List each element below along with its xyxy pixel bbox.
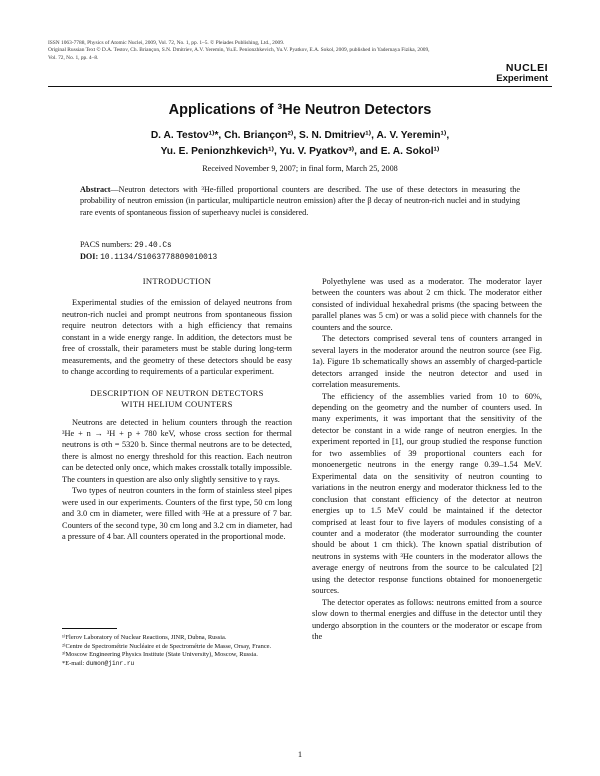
doi-value: 10.1134/S1063778809010013 (100, 254, 218, 262)
footnotes (62, 634, 292, 668)
journal-name: NUCLEI (505, 62, 548, 74)
doi-label: DOI: (80, 252, 99, 261)
footnote-rule (62, 628, 117, 629)
author-line: Yu. E. Penionzhkevich¹⁾, Yu. V. Pyatkov³⁾, and E. A. Sokol¹⁾ (160, 146, 440, 157)
footnote: ³⁾Moscow Engineering Physics Institute (State University), Moscow, Russia. (62, 651, 258, 659)
paragraph: Polyethylene was used as a moderator. The moderator layer between the counters was about 2 cm thick. The moderator either consisted of individual hexahedral prisms (the spacing between the parallel planes was 5 cm) or was a solid piece with channels for the counters and the source. (312, 277, 542, 332)
footnote: ¹⁾Flerov Laboratory of Nuclear Reactions, JINR, Dubna, Russia. (62, 634, 227, 641)
heading-line: DESCRIPTION OF NEUTRON DETECTORS (90, 387, 264, 398)
author-list (48, 128, 552, 160)
received-dates: Received November 9, 2007; in final form, March 25, 2008 (202, 164, 398, 173)
journal-section: Experiment (496, 73, 548, 84)
abstract-text: —Neutron detectors with ³He-filled proportional counters are described. The use of these detectors in measuring the probability of neutron emission (in particular, multiparticle neutron emission) after the β decay of neutron-rich nuclei and in studying rare events of spontaneous fission of superheavy nuclei is considered. (80, 185, 520, 217)
paragraph: Two types of neutron counters in the form of stainless steel pipes were used in our experiments. Counters of the first type, 50 cm long and 3.0 cm in diameter, were filled with ³He at a pressure of 7 bar. Counters of the second type, 30 cm long and 3.2 cm in diameter, had a pressure of 4 bar. All counters operated in the proportional mode. (62, 486, 292, 542)
left-column (62, 276, 292, 543)
email-footnote (62, 660, 292, 669)
header-rule (48, 86, 552, 87)
footnote: ²⁾Centre de Spectrométrie Nucléaire et de Spectrométrie de Masse, Orsay, France. (62, 642, 272, 650)
author-line: D. A. Testov¹⁾*, Ch. Briançon²⁾, S. N. Dmitriev¹⁾, A. V. Yeremin¹⁾, (150, 130, 450, 141)
paragraph: The efficiency of the assemblies varied from 10 to 60%, depending on the geometry and the number of counters used. In many experiments, it was important that the sensitivity of the detector be constant in a wide range of neutron energies. In the experiment reported in [1], our group studied the response function for two assemblies of 39 proportional counters each for monoenergetic neutrons in the energy range 0.39–1.54 MeV. Experimental data on the sensitivity of neutron counting to variations in the neutron energy and moderator thickness led to the conclusion that constant efficiency of the detector at neutron energies up to 1.5 MeV could be maintained if the detector comprised at least four to five layers of modules consisting of a counter and a moderator (the moderator surrounding the counter should be about 1 cm thick). The known spatial distribution of neutrons in systems with ³He counters in the moderator allows the average energy of neutrons from the source to be calculated [2] using the detector response functions obtained for monoenergetic sources. (312, 391, 542, 596)
doi (80, 251, 217, 264)
meta-line: Vol. 72, No. 1, pp. 4–8. (48, 54, 99, 61)
email-label: *E-mail: (62, 659, 85, 667)
section-heading-introduction: INTRODUCTION (142, 276, 212, 286)
pacs-label: PACS numbers: (80, 240, 133, 249)
paragraph: The detector operates as follows: neutrons emitted from a source slow down to thermal energies and diffuse in the detector until they undergo absorption in the counters or the moderator or escape from the (312, 597, 542, 642)
paper-title: Applications of ³He Neutron Detectors (168, 102, 432, 118)
email-address[interactable]: dumon@jinr.ru (85, 659, 135, 667)
meta-line: Original Russian Text © D.A. Testov, Ch. Briançon, S.N. Dmitriev, A.V. Yeremin, Yu.E. Penionzhkevich, Yu.V. Pyatkov, E.A. Sokol, 2009, published in Yadernaya Fizika, 2009, (48, 47, 430, 54)
heading-line: WITH HELIUM COUNTERS (121, 399, 233, 410)
paragraph: Experimental studies of the emission of delayed neutrons from neutron-rich nuclei and prompt neutrons from spontaneous fission require neutron detectors with a high efficiency that remains constant in a wide energy range. In addition, the detectors must be free of crosstalk, their parameters must be stable during long-term measurements, and the geometry of these detectors should be easy to change according to requirements of a particular experiment. (62, 298, 292, 377)
pacs-value: 29.40.Cs (134, 242, 172, 250)
abstract-label: Abstract (80, 185, 111, 194)
right-column (312, 276, 542, 643)
meta-line: ISSN 1063-7788, Physics of Atomic Nuclei, 2009, Vol. 72, No. 1, pp. 1–5. © Pleiades Publishing, Ltd., 2009. (48, 40, 285, 46)
paragraph: Neutrons are detected in helium counters through the reaction ³He + n → ³H + p + 780 keV, whose cross section for thermal neutrons is σth = 5320 b. Since thermal neutrons are to be detected, there is almost no energy threshold for this reaction. Each neutron can be detected only once, which makes crosstalk totally impossible. The counters in question are also only slightly sensitive to γ rays. (62, 417, 292, 484)
abstract (80, 184, 520, 218)
publication-meta (48, 40, 548, 62)
paragraph: The detectors comprised several tens of counters arranged in several layers in the moderator around the neutron source (see Fig. 1a). Figure 1b schematically shows an assembly of charged-particle detectors arranged inside the neutron detector and used in correlation measurements. (312, 334, 542, 390)
section-heading-description (62, 388, 292, 411)
page-number: 1 (297, 749, 303, 759)
journal-header (496, 63, 548, 84)
